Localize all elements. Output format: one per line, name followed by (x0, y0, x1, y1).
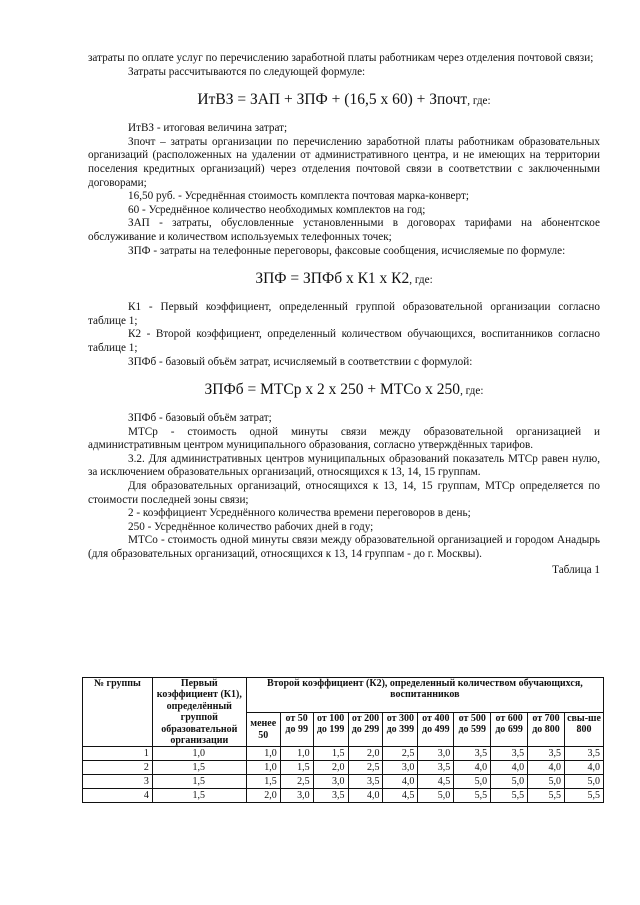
cell-k2: 4,0 (383, 775, 418, 789)
subheader-cell: от 50 до 99 (280, 712, 313, 747)
cell-group: 3 (83, 775, 153, 789)
cell-k2: 5,5 (564, 789, 603, 803)
cell-group: 2 (83, 761, 153, 775)
paragraph: 3.2. Для административных центров муниципальных образований показатель МТСр равен нулю, за исключением образовательных организаций, относящихся к 13, 14, 15 группам. (88, 452, 600, 479)
cell-k2: 1,5 (280, 761, 313, 775)
formula-tail: , где: (460, 385, 484, 398)
subheader-cell: от 200 до 299 (348, 712, 383, 747)
paragraph: 2 - коэффициент Усреднённого количества времени переговоров в день; (128, 507, 471, 520)
paragraph: ИтВЗ - итоговая величина затрат; (128, 122, 288, 135)
cell-k2: 4,0 (528, 761, 565, 775)
paragraph: Затраты рассчитываются по следующей формуле: (128, 65, 366, 78)
cell-k2: 1,5 (313, 747, 348, 761)
cell-k2: 4,5 (418, 775, 454, 789)
subheader-cell: свы-ше 800 (564, 712, 603, 747)
table-header-row (83, 678, 604, 713)
cell-k2: 4,0 (454, 761, 491, 775)
paragraph: затраты по оплате услуг по перечислению заработной платы работникам через отделения почтовой связи; (88, 52, 594, 64)
formula-zpf (88, 270, 600, 288)
cell-k2: 5,5 (528, 789, 565, 803)
cell-k2: 3,5 (454, 747, 491, 761)
cell-k2: 3,0 (313, 775, 348, 789)
paragraph: К1 - Первый коэффициент, определенный группой образовательной организации согласно таблице 1; (88, 301, 600, 327)
cell-group: 1 (83, 747, 153, 761)
paragraph: ЗАП - затраты, обусловленные установленными в договорах тарифами на абонентское обслуживание и количеством используемых телефонных точек; (88, 217, 600, 243)
cell-k2: 5,0 (418, 789, 454, 803)
cell-k2: 3,5 (418, 761, 454, 775)
cell-k2: 4,0 (348, 789, 383, 803)
document-body (88, 52, 600, 577)
paragraph: 250 - Усреднённое количество рабочих дней в году; (128, 520, 374, 533)
cell-k2: 2,5 (383, 747, 418, 761)
table-row (83, 761, 604, 775)
cell-k2: 3,5 (348, 775, 383, 789)
cell-k2: 4,0 (491, 761, 528, 775)
cell-group: 4 (83, 789, 153, 803)
formula-zpfb (88, 381, 600, 399)
table-caption: Таблица 1 (552, 563, 600, 576)
paragraph: МТСо - стоимость одной минуты связи между образовательной организацией и городом Анадырь (для образовательных организаций, относящихся к 13, 14 группам - до г. Москвы). (88, 534, 600, 561)
formula-text: ИтВЗ = ЗАП + ЗПФ + (16,5 х 60) + Зпочт (197, 91, 468, 109)
cell-k2: 1,0 (280, 747, 313, 761)
formula-tail: , где: (467, 95, 491, 108)
cell-k1: 1,5 (152, 789, 246, 803)
cell-k2: 1,0 (246, 761, 280, 775)
coefficient-table (82, 677, 604, 803)
cell-k2: 2,0 (246, 789, 280, 803)
cell-k2: 2,0 (348, 747, 383, 761)
subheader-cell: от 600 до 699 (491, 712, 528, 747)
cell-k2: 5,0 (454, 775, 491, 789)
cell-k2: 5,0 (564, 775, 603, 789)
cell-k2: 3,5 (528, 747, 565, 761)
cell-k2: 2,5 (348, 761, 383, 775)
cell-k1: 1,5 (152, 761, 246, 775)
paragraph: ЗПФб - базовый объём затрат, исчисляемый в соответствии с формулой: (128, 355, 473, 368)
subheader-cell: от 700 до 800 (528, 712, 565, 747)
paragraph: 60 - Усреднённое количество необходимых комплектов на год; (128, 203, 426, 216)
table-row (83, 789, 604, 803)
formula-tail: , где: (409, 274, 433, 287)
cell-k2: 4,0 (564, 761, 603, 775)
table-row (83, 775, 604, 789)
formula-text: ЗПФб = МТСр х 2 х 250 + МТСо х 250 (204, 381, 461, 399)
cell-k2: 3,5 (313, 789, 348, 803)
cell-k2: 2,5 (280, 775, 313, 789)
subheader-cell: менее 50 (246, 712, 280, 747)
table-row (83, 747, 604, 761)
cell-k2: 5,0 (491, 775, 528, 789)
header-k2: Второй коэффициент (К2), определенный количеством обучающихся, воспитанников (246, 678, 603, 713)
cell-k2: 3,0 (418, 747, 454, 761)
header-k1: Первый коэффициент (К1), определённый группой образовательной организации (152, 678, 246, 747)
cell-k2: 5,5 (491, 789, 528, 803)
header-group: № группы (83, 678, 153, 747)
paragraph: ЗПФб - базовый объём затрат; (128, 412, 272, 425)
cell-k2: 3,0 (383, 761, 418, 775)
paragraph: Зпочт – затраты организации по перечислению заработной платы работникам образовательных организаций (расположенных на удалении от административного центра, и не имеющих на территории поселения кредитных организаций) через отделения почтовой связи в соответствии с заключенными договорами; (88, 135, 600, 189)
subheader-cell: от 300 до 399 (383, 712, 418, 747)
subheader-cell: от 500 до 599 (454, 712, 491, 747)
paragraph: ЗПФ - затраты на телефонные переговоры, факсовые сообщения, исчисляемые по формуле: (128, 244, 566, 257)
subheader-cell: от 400 до 499 (418, 712, 454, 747)
cell-k2: 4,5 (383, 789, 418, 803)
cell-k2: 1,5 (246, 775, 280, 789)
formula-text: ЗПФ = ЗПФб х К1 х К2 (255, 270, 410, 288)
paragraph: К2 - Второй коэффициент, определенный количеством обучающихся, воспитанников согласно таблице 1; (88, 328, 600, 354)
cell-k2: 1,0 (246, 747, 280, 761)
cell-k1: 1,5 (152, 775, 246, 789)
cell-k2: 2,0 (313, 761, 348, 775)
paragraph: МТСр - стоимость одной минуты связи между образовательной организацией и административным центром муниципального образования, согласно утверждённых тарифов. (88, 425, 600, 452)
cell-k2: 3,5 (564, 747, 603, 761)
cell-k2: 3,5 (491, 747, 528, 761)
cell-k2: 3,0 (280, 789, 313, 803)
paragraph: Для образовательных организаций, относящихся к 13, 14, 15 группам, МТСр определяется по стоимости последней зоны связи; (88, 480, 600, 506)
subheader-cell: от 100 до 199 (313, 712, 348, 747)
cell-k2: 5,0 (528, 775, 565, 789)
formula-itvz (88, 91, 600, 109)
cell-k1: 1,0 (152, 747, 246, 761)
cell-k2: 5,5 (454, 789, 491, 803)
paragraph: 16,50 руб. - Усреднённая стоимость комплекта почтовая марка-конверт; (128, 190, 469, 203)
